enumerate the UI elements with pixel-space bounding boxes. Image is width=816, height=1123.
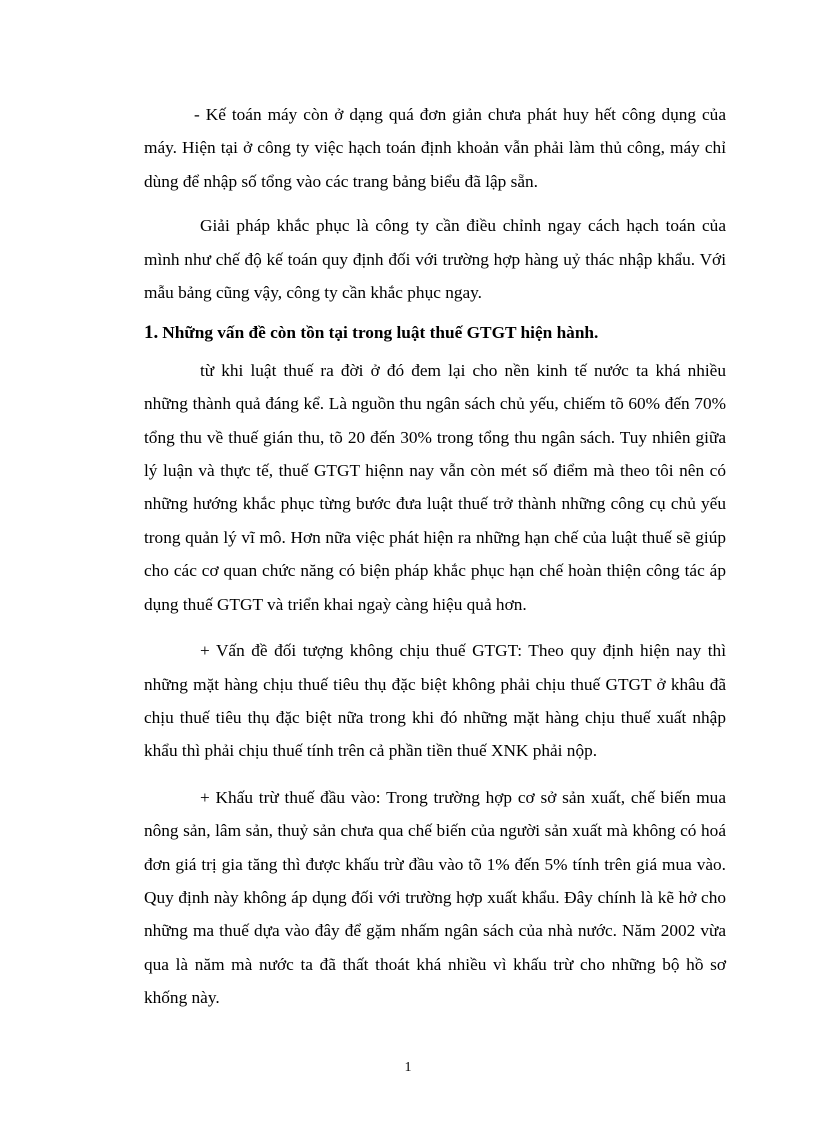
paragraph-accounting-software: - Kế toán máy còn ở dạng quá đơn giản chưa phát huy hết công dụng của máy. Hiện tại ở công ty việc hạch toán định khoản vẫn phải làm thủ công, máy chỉ dùng để nhập số tổng vào các trang bảng biểu đã lập sẵn.: [144, 105, 726, 191]
document-body: [144, 98, 726, 1015]
page-number: 1: [404, 1060, 412, 1075]
section-heading: [144, 316, 726, 349]
paragraph-solution: Giải pháp khắc phục là công ty cần điều chỉnh ngay cách hạch toán của mình như chế độ kế toán quy định đối với trường hợp hàng uỷ thác nhập khẩu. Với mẫu bảng cũng vậy, công ty cần khắc phục ngay.: [144, 216, 726, 303]
paragraph-non-taxable-objects: + Vấn đề đối tượng không chịu thuế GTGT: Theo quy định hiện nay thì những mặt hàng chịu thuế tiêu thụ đặc biệt không phải chịu thuế GTGT ở khâu đã chịu thuế tiêu thụ đặc biệt nữa trong khi đó những mặt hàng chịu thuế xuất nhập khẩu thì phải chịu thuế tính trên cả phần tiền thuế XNK phải nộp.: [144, 641, 726, 761]
section-title: Những vấn đề còn tồn tại trong luật thuế GTGT hiện hành.: [162, 323, 599, 343]
paragraph-input-tax-deduction: + Khấu trừ thuế đầu vào: Trong trường hợp cơ sở sản xuất, chế biến mua nông sản, lâm sản, thuỷ sản chưa qua chế biến của người sản xuất mà không có hoá đơn giá trị gia tăng thì được khấu trừ đầu vào tõ 1% đến 5% tính trên giá mua vào. Quy định này không áp dụng đối với trường hợp xuất khẩu. Đây chính là kẽ hở cho những ma thuế dựa vào đây để gặm nhấm ngân sách của nhà nước. Năm 2002 vừa qua là năm mà nước ta đã thất thoát khá nhiều vì khấu trừ cho những bộ hồ sơ khống này.: [144, 787, 726, 1008]
paragraph-vat-overview: từ khi luật thuế ra đời ở đó đem lại cho nền kinh tế nước ta khá nhiều những thành quả đáng kể. Là nguồn thu ngân sách chủ yếu, chiếm tõ 60% đến 70% tổng thu về thuế gián thu, tõ 20 đến 30% trong tổng thu ngân sách. Tuy nhiên giữa lý luận và thực tế, thuế GTGT hiệnn nay vẫn còn mét số điểm mà theo tôi nên có những hướng khắc phục từng bước đưa luật thuế trở thành những công cụ chủ yếu trong quản lý vĩ mô. Hơn nữa việc phát hiện ra những hạn chế của luật thuế sẽ giúp cho các cơ quan chức năng có biện pháp khắc phục hạn chế hoàn thiện công tác áp dụng thuế GTGT và triển khai ngaỳ càng hiệu quả hơn.: [144, 360, 726, 614]
section-number: 1.: [144, 322, 159, 344]
